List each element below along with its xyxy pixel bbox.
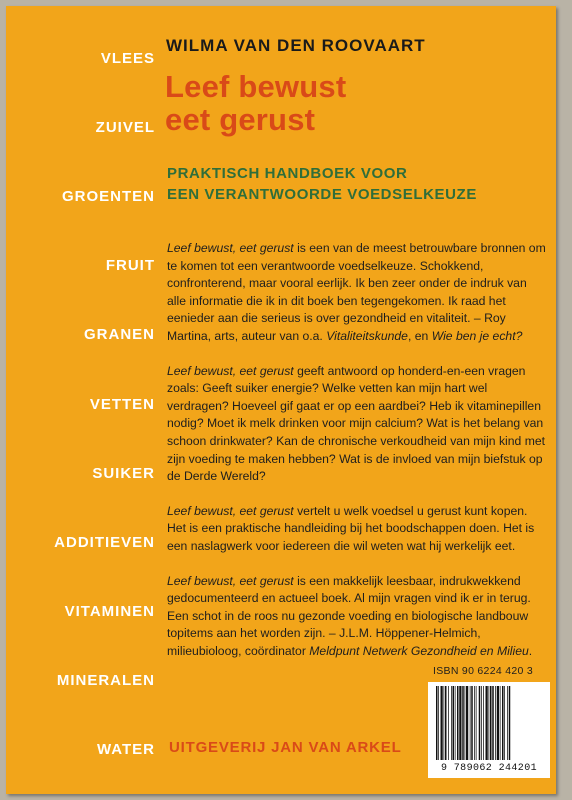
sidebar-item-suiker: SUIKER — [92, 465, 155, 482]
sidebar-item-granen: GRANEN — [83, 326, 155, 343]
barcode-bar — [502, 686, 504, 760]
book-title-reference: Leef bewust, eet gerust — [167, 363, 294, 378]
food-category-sidebar — [6, 6, 161, 794]
sidebar-item-additieven: ADDITIEVEN — [54, 534, 155, 551]
book-subtitle-line-2: EEN VERANTWOORDE VOEDSELKEUZE — [167, 186, 477, 203]
barcode-bar — [455, 686, 456, 760]
barcode-bar — [451, 686, 452, 760]
barcode-bar — [490, 686, 492, 760]
barcode-bar — [453, 686, 455, 760]
book-subtitle — [167, 163, 477, 205]
blurb-text — [167, 240, 547, 677]
barcode-bar — [486, 686, 488, 760]
barcode-bar — [476, 686, 477, 760]
book-subtitle-line-1: PRAKTISCH HANDBOEK VOOR — [167, 165, 408, 182]
sidebar-item-vetten: VETTEN — [89, 396, 155, 413]
blurb-paragraph-1: Leef bewust, eet gerust is een van de meest betrouwbare bronnen om te komen tot een verantwoorde voedselkeuze. Schokkend, confronterend, maar vooral eerlijk. Ik ben zeer onder de indruk van alle informatie die ik in dit boek ben tegengekomen. Ik raad het eenieder aan die serieus is over gezondheid en vitaliteit. – Roy Martina, arts, auteur van o.a. Vitaliteitskunde, en Wie ben je echt? — [167, 241, 546, 343]
barcode-bar — [481, 686, 482, 760]
barcode-bar — [462, 686, 464, 760]
sidebar-item-vlees: VLEES — [100, 50, 155, 67]
blurb-paragraph-3: Leef bewust, eet gerust vertelt u welk voedsel u gerust kunt kopen. Het is een praktische handleiding bij het boodschappen doen. Het is een naslagwerk voor iedereen die wil weten wat hij werkelijk eet. — [167, 503, 535, 553]
blurb-paragraph-4: Leef bewust, eet gerust is een makkelijk leesbaar, indrukwekkend gedocumenteerd en actueel boek. Al mijn vragen vind ik er in terug. Een schot in de roos nu gezonde voeding en biologische landbouw topitems aan het worden zijn. – J.L.M. Höppener-Helmich, milieubioloog, coördinator Meldpunt Netwerk Gezondheid en Milieu. — [167, 573, 533, 658]
book-title-reference: Leef bewust, eet gerust — [167, 503, 294, 518]
sidebar-item-vitaminen: VITAMINEN — [64, 603, 155, 620]
organization-reference: Meldpunt Netwerk Gezondheid en Milieu — [309, 643, 529, 658]
barcode-bar — [489, 686, 490, 760]
barcode-bar — [509, 686, 511, 760]
sidebar-item-groenten: GROENTEN — [61, 188, 155, 205]
barcode-bar — [504, 686, 505, 760]
sidebar-item-fruit: FRUIT — [105, 257, 155, 274]
barcode-number: 9 789062 244201 — [440, 763, 537, 774]
barcode-bar — [444, 686, 445, 760]
barcode-bar — [459, 686, 461, 760]
sidebar-item-water: WATER — [96, 741, 155, 758]
barcode-bar — [448, 686, 449, 760]
book-title-reference: Leef bewust, eet gerust — [167, 573, 294, 588]
barcode-bar — [474, 686, 475, 760]
barcode-bar — [492, 686, 494, 760]
author-name: WILMA VAN DEN ROOVAART — [166, 36, 426, 55]
isbn-number: ISBN 90 6224 420 3 — [433, 665, 533, 677]
book-title-reference: Leef bewust, eet gerust — [167, 241, 294, 255]
book-back-cover — [6, 6, 556, 794]
barcode-bar — [457, 686, 459, 760]
book-title-line-1: Leef bewust — [165, 69, 347, 104]
barcode-bar — [497, 686, 499, 760]
barcode-bar — [483, 686, 484, 760]
book-reference: Vitaliteitskunde — [326, 328, 408, 343]
barcode-bar — [479, 686, 481, 760]
barcode-bar — [470, 686, 471, 760]
barcode-bar — [495, 686, 496, 760]
book-title — [165, 70, 346, 136]
book-reference: Wie ben je echt? — [431, 328, 523, 343]
barcode-bar — [466, 686, 468, 760]
barcode — [428, 682, 550, 778]
barcode-bar — [507, 686, 508, 760]
sidebar-item-mineralen: MINERALEN — [56, 672, 155, 689]
barcode-bar — [465, 686, 466, 760]
barcode-bar — [436, 686, 438, 760]
barcode-bar — [500, 686, 501, 760]
sidebar-item-zuivel: ZUIVEL — [95, 119, 155, 136]
publisher-name: UITGEVERIJ JAN VAN ARKEL — [169, 739, 402, 756]
barcode-bar — [438, 686, 439, 760]
book-title-line-2: eet gerust — [165, 102, 316, 137]
barcode-bar — [441, 686, 443, 760]
blurb-paragraph-2: Leef bewust, eet gerust geeft antwoord op honderd-en-een vragen zoals: Geeft suiker energie? Welke vetten kan mijn hart wel verdragen? Hoeveel gif gaat er op een aardbei? Heb ik vitaminepillen nodig? Moet ik melk drinken voor mijn calcium? Wat is het belang van schoon drinkwater? Kan de chronische verkoudheid van mijn kind met zijn voeding te maken hebben? Wat is de invloed van mijn biefstuk op de Derde Wereld? — [167, 363, 546, 484]
barcode-bar — [445, 686, 447, 760]
barcode-bar — [471, 686, 473, 760]
